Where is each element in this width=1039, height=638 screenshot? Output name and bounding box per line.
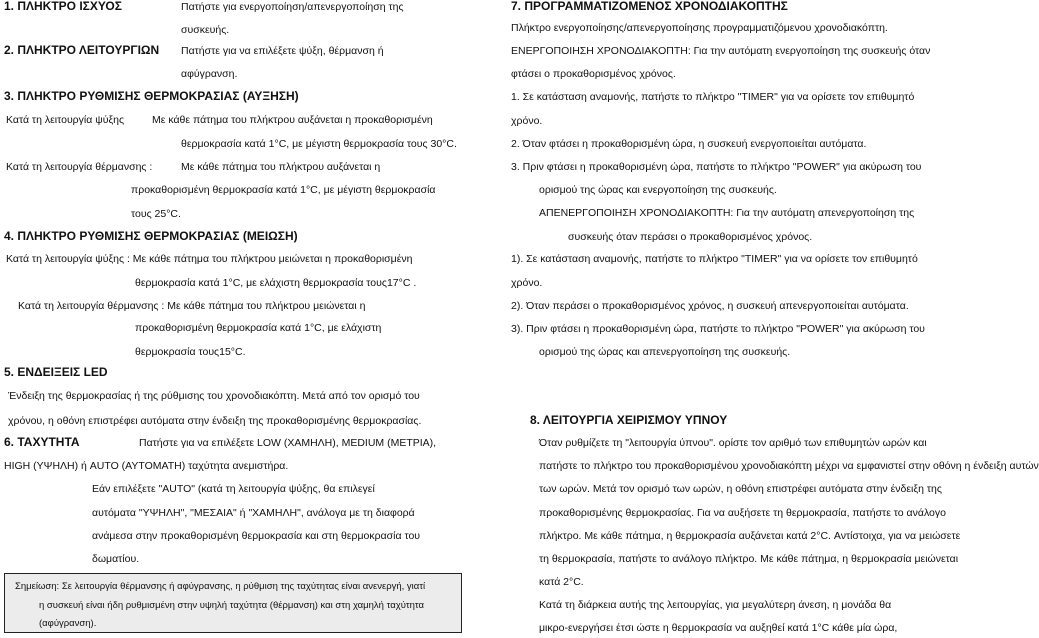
section-7-text: ορισμού της ώρας και απενεργοποίηση της συσκευής. xyxy=(539,346,791,358)
section-7-text: 3). Πριν φτάσει η προκαθορισμένη ώρα, πατήστε το πλήκτρο "POWER" για ακύρωση του xyxy=(511,323,925,335)
section-3-text: Με κάθε πάτημα του πλήκτρου αυξάνεται η προκαθορισμένη xyxy=(152,114,433,126)
heating-mode-label: Κατά τη λειτουργία θέρμανσης : xyxy=(6,161,153,173)
section-6-title: 6. ΤΑΧΥΤΗΤΑ xyxy=(4,435,80,449)
section-7-text: 3. Πριν φτάσει η προκαθορισμένη ώρα, πατήστε το πλήκτρο "POWER" για ακύρωση του xyxy=(511,161,922,173)
section-6-text: Εάν επιλέξετε "AUTO" (κατά τη λειτουργία ψύξης, θα επιλεγεί xyxy=(92,483,375,495)
section-3-text: τους 25°C. xyxy=(131,208,181,220)
section-6-text: δωματίου. xyxy=(92,553,140,565)
section-8-text: των ωρών. Μετά τον ορισμό των ωρών, η οθόνη επιστρέφει αυτόματα στην ένδειξη της xyxy=(539,483,942,495)
section-8-text: πατήστε το πλήκτρο του προκαθορισμένου χρονοδιακόπτη μέχρι να εμφανιστεί στην οθόνη η ένδειξη αυτών xyxy=(539,460,1039,472)
section-7-text: 2. Όταν φτάσει η προκαθορισμένη ώρα, η συσκευή ενεργοποιείται αυτόματα. xyxy=(511,138,867,150)
section-4-text: θερμοκρασία κατά 1°C, με ελάχιστη θερμοκρασία τους17°C . xyxy=(135,277,417,289)
section-1-title: 1. ΠΛΗΚΤΡΟ ΙΣΧΥΟΣ xyxy=(4,0,122,13)
section-7-text: ΕΝΕΡΓΟΠΟΙΗΣΗ ΧΡΟΝΟΔΙΑΚΟΠΤΗ: Για την αυτόματη ενεργοποίηση της συσκευής όταν xyxy=(511,45,931,57)
section-7-title: 7. ΠΡΟΓΡΑΜΜΑΤΙΖΟΜΕΝΟΣ ΧΡΟΝΟΔΙΑΚΟΠΤΗΣ xyxy=(511,0,788,13)
section-7-text: χρόνο. xyxy=(511,115,543,127)
section-6-text: Πατήστε για να επιλέξετε LOW (ΧΑΜΗΛΗ), MEDIUM (ΜΕΤΡΙΑ), xyxy=(139,437,437,449)
section-4-text: Κατά τη λειτουργία ψύξης : Με κάθε πάτημα του πλήκτρου μειώνεται η προκαθορισμένη xyxy=(6,253,413,265)
section-8-text: μικρο-ενεργήσει έτσι ώστε η θερμοκρασία να αυξηθεί κατά 1°C κάθε μία ώρα, xyxy=(539,622,898,634)
section-8-text: πλήκτρο. Με κάθε πάτημα, η θερμοκρασία αυξάνεται κατά 2°C. Αντίστοιχα, για να μειώσετε xyxy=(539,530,961,542)
section-6-text: ανάμεσα στην προκαθορισμένη θερμοκρασία και στη θερμοκρασία του xyxy=(92,530,421,542)
section-2-title: 2. ΠΛΗΚΤΡΟ ΛΕΙΤΟΥΡΓΙΩΝ xyxy=(4,43,160,57)
section-4-text: θερμοκρασία τους15°C. xyxy=(135,346,246,358)
section-1-text: συσκευής. xyxy=(181,24,230,36)
note-box xyxy=(4,573,462,633)
section-4-text: Κατά τη λειτουργία θέρμανσης : Με κάθε πάτημα του πλήκτρου μειώνεται η xyxy=(18,300,366,312)
section-8-text: Όταν ρυθμίζετε τη "λειτουργία ύπνου". ορίστε τον αριθμό των επιθυμητών ωρών και xyxy=(539,437,927,449)
section-5-title: 5. ΕΝΔΕΙΞΕΙΣ LED xyxy=(4,365,108,379)
section-4-title: 4. ΠΛΗΚΤΡΟ ΡΥΘΜΙΣΗΣ ΘΕΡΜΟΚΡΑΣΙΑΣ (ΜΕΙΩΣΗ) xyxy=(4,229,298,243)
note-text: (αφύγρανση). xyxy=(39,618,97,629)
section-7-text: Πλήκτρο ενεργοποίησης/απενεργοποίησης προγραμματιζόμενου χρονοδιακόπτη. xyxy=(511,22,888,34)
section-8-title: 8. ΛΕΙΤΟΥΡΓΙΑ ΧΕΙΡΙΣΜΟΥ ΥΠΝΟΥ xyxy=(530,413,728,427)
section-5-text: Ένδειξη της θερμοκρασίας ή της ρύθμισης του χρονοδιακόπτη. Μετά από τον ορισμό του xyxy=(8,390,420,402)
section-6-text: αυτόματα "ΥΨΗΛΗ", "ΜΕΣΑΙΑ" ή "ΧΑΜΗΛΗ", ανάλογα με τη διαφορά xyxy=(92,507,415,519)
section-1-text: Πατήστε για ενεργοποίηση/απενεργοποίηση της xyxy=(181,1,404,13)
section-8-text: τη θερμοκρασία, πατήστε το ανάλογο πλήκτρο. Με κάθε πάτημα, η θερμοκρασία μειώνεται xyxy=(539,553,959,565)
section-6-text: HIGH (ΥΨΗΛΗ) ή AUTO (ΑΥΤΟΜΑΤΗ) ταχύτητα ανεμιστήρα. xyxy=(4,460,289,472)
section-4-text: προκαθορισμένη θερμοκρασία κατά 1°C, με ελάχιστη xyxy=(135,322,382,334)
section-7-text: συσκευής όταν περάσει ο προκαθορισμένος χρόνος. xyxy=(568,231,813,243)
cooling-mode-label: Κατά τη λειτουργία ψύξης xyxy=(6,114,125,126)
section-5-text: χρόνου, η οθόνη επιστρέφει αυτόματα στην ένδειξη της προκαθορισμένης θερμοκρασίας. xyxy=(8,415,422,427)
section-7-text: 2). Όταν περάσει ο προκαθορισμένος χρόνος, η συσκευή απενεργοποιείται αυτόματα. xyxy=(511,300,909,312)
section-7-text: χρόνο. xyxy=(511,277,543,289)
section-8-text: κατά 2°C. xyxy=(539,576,584,588)
section-7-text: φτάσει ο προκαθορισμένος χρόνος. xyxy=(511,68,676,80)
section-3-text: θερμοκρασία κατά 1°C, με μέγιστη θερμοκρασία τους 30°C. xyxy=(181,138,457,150)
section-3-title: 3. ΠΛΗΚΤΡΟ ΡΥΘΜΙΣΗΣ ΘΕΡΜΟΚΡΑΣΙΑΣ (ΑΥΞΗΣΗ) xyxy=(4,89,299,103)
note-text: Σημείωση: Σε λειτουργία θέρμανσης ή αφύγρανσης, η ρύθμιση της ταχύτητας είναι ανενεργή, γιατί xyxy=(15,581,426,592)
section-8-text: προκαθορισμένης θερμοκρασίας. Για να αυξήσετε τη θερμοκρασία, πατήστε το ανάλογο xyxy=(539,507,946,519)
section-3-text: προκαθορισμένη θερμοκρασία κατά 1°C, με μέγιστη θερμοκρασία xyxy=(131,184,436,196)
section-7-text: 1). Σε κατάσταση αναμονής, πατήστε το πλήκτρο "TIMER" για να ορίσετε τον επιθυμητό xyxy=(511,253,918,265)
section-3-text: Με κάθε πάτημα του πλήκτρου αυξάνεται η xyxy=(181,161,381,173)
section-7-text: ΑΠΕΝΕΡΓΟΠΟΙΗΣΗ ΧΡΟΝΟΔΙΑΚΟΠΤΗ: Για την αυτόματη απενεργοποίηση της xyxy=(539,207,915,219)
section-7-text: 1. Σε κατάσταση αναμονής, πατήστε το πλήκτρο "TIMER" για να ορίσετε τον επιθυμητό xyxy=(511,91,915,103)
section-2-text: αφύγρανση. xyxy=(181,68,238,80)
section-7-text: ορισμού της ώρας και ενεργοποίηση της συσκευής. xyxy=(539,184,777,196)
section-2-text: Πατήστε για να επιλέξετε ψύξη, θέρμανση ή xyxy=(181,45,384,57)
note-text: η συσκευή είναι ήδη ρυθμισμένη στην υψηλή ταχύτητα (θέρμανση) και στη χαμηλή ταχύτητα xyxy=(39,600,425,611)
section-8-text: Κατά τη διάρκεια αυτής της λειτουργίας, για μεγαλύτερη άνεση, η μονάδα θα xyxy=(539,599,892,611)
